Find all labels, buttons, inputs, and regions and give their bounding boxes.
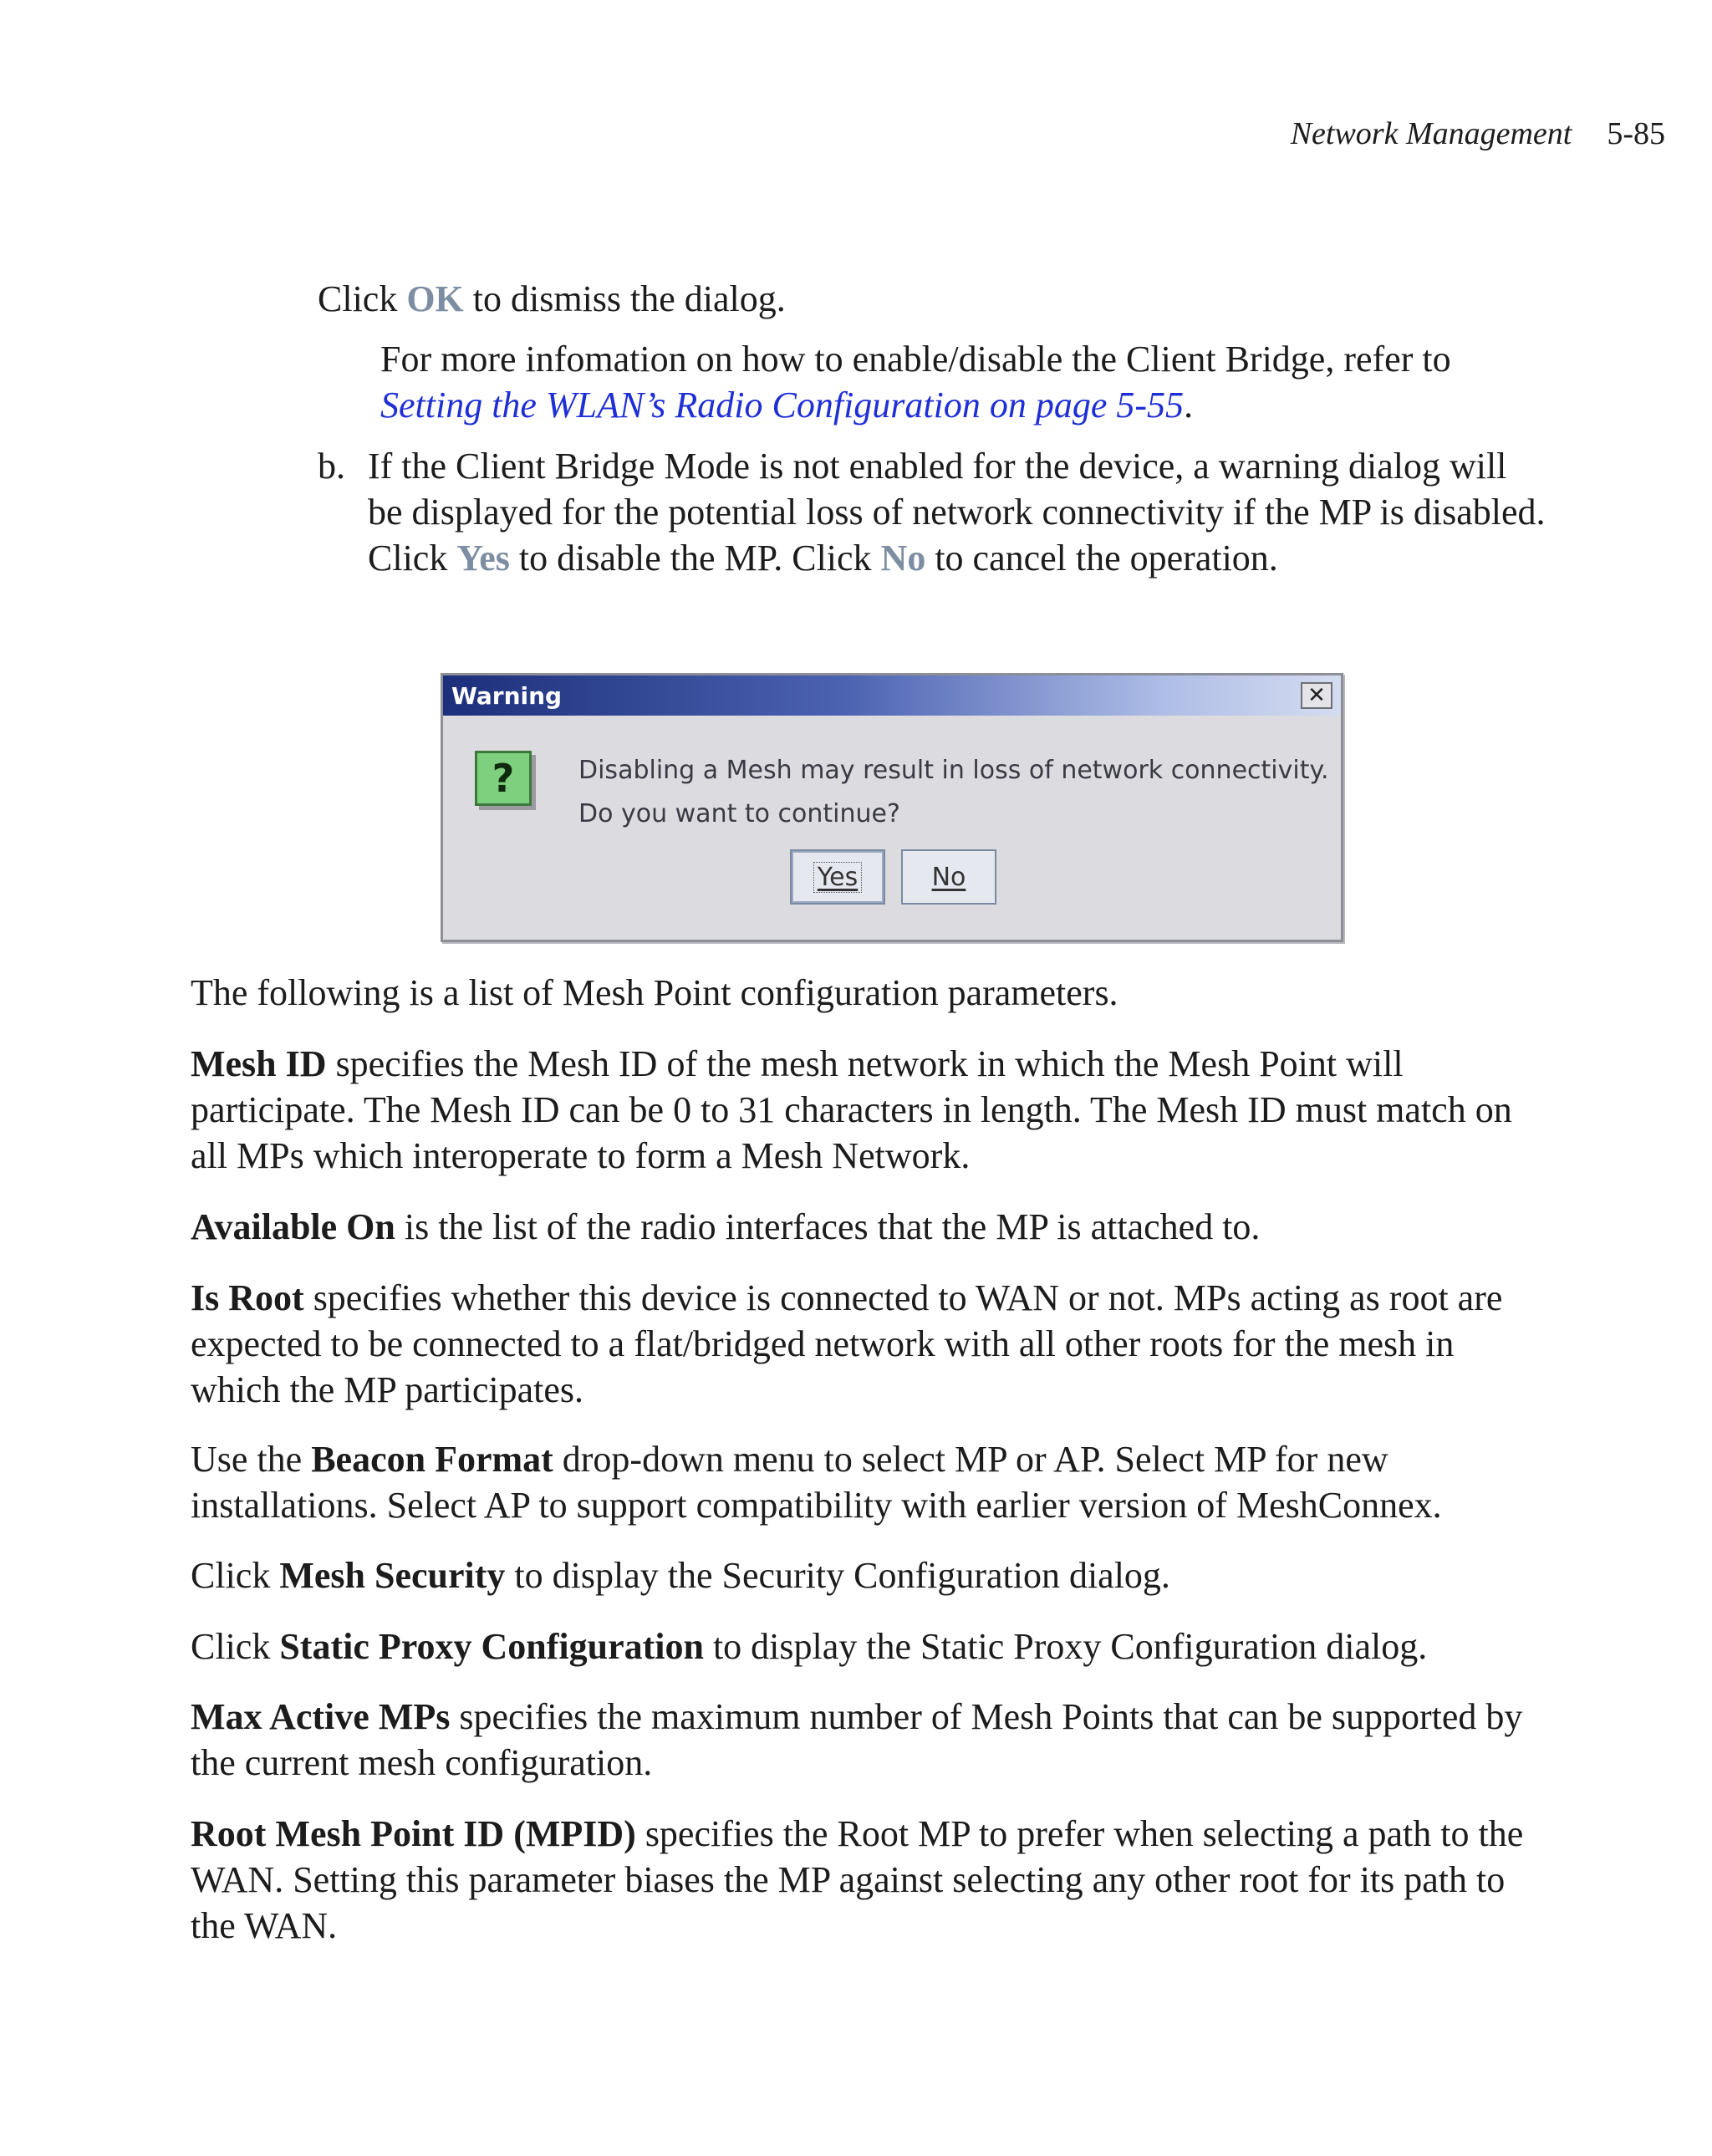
mesh-id-line-2: participate. The Mesh ID can be 0 to 31 characters in length. The Mesh ID must match on	[191, 1089, 1512, 1130]
dialog-title: Warning	[451, 682, 563, 710]
yes-button[interactable]	[790, 849, 885, 905]
question-icon	[475, 751, 532, 806]
radio-config-link[interactable]: Setting the WLAN’s Radio Configuration on page 5-55	[380, 385, 1185, 426]
param-is-root	[191, 1275, 1502, 1413]
available-on-line-1: is the list of the radio interfaces that the MP is attached to.	[404, 1206, 1261, 1247]
no-term: No	[880, 538, 926, 579]
param-available-on	[191, 1204, 1260, 1250]
beacon-format-line-1: drop-down menu to select MP or AP. Select MP for new	[562, 1439, 1388, 1480]
term-beacon-format: Beacon Format	[311, 1439, 553, 1480]
max-active-line-2: the current mesh configuration.	[191, 1742, 653, 1783]
page-header	[1291, 115, 1665, 152]
step-b-end: to cancel the operation.	[935, 538, 1278, 579]
mesh-security-line-1: to display the Security Configuration dialog.	[514, 1555, 1170, 1596]
yes-term: Yes	[456, 538, 510, 579]
step-b-mid: to disable the MP. Click	[518, 538, 872, 579]
yes-button-label: Yes	[814, 863, 861, 892]
term-mesh-id: Mesh ID	[191, 1043, 327, 1084]
dialog-message-line-1: Disabling a Mesh may result in loss of network connectivity.	[578, 756, 1329, 785]
step-a-rest: to dismiss the dialog.	[472, 278, 786, 319]
step-b-line-2: be displayed for the potential loss of network connectivity if the MP is disabled.	[368, 492, 1546, 533]
root-mpid-line-1: specifies the Root MP to prefer when selecting a path to the	[645, 1813, 1524, 1854]
mesh-security-pre: Click	[191, 1555, 271, 1596]
beacon-format-pre: Use the	[191, 1439, 303, 1480]
term-is-root: Is Root	[191, 1277, 304, 1318]
note-line-1: For more infomation on how to enable/disable the Client Bridge, refer to	[380, 339, 1451, 380]
dialog-message	[578, 749, 1328, 836]
dialog-message-line-2: Do you want to continue?	[578, 799, 900, 828]
term-available-on: Available On	[191, 1206, 395, 1247]
page-number: 5-85	[1607, 116, 1665, 151]
root-mpid-line-3: the WAN.	[191, 1905, 338, 1946]
step-a-click: Click	[318, 278, 398, 319]
term-static-proxy: Static Proxy Configuration	[279, 1626, 704, 1667]
warning-dialog	[441, 673, 1343, 942]
ok-term: OK	[406, 278, 464, 319]
term-root-mpid: Root Mesh Point ID (MPID)	[191, 1813, 636, 1854]
question-glyph: ?	[492, 756, 515, 801]
step-b-paragraph	[368, 443, 1546, 581]
is-root-line-1: specifies whether this device is connected to WAN or not. MPs acting as root are	[313, 1277, 1503, 1318]
is-root-line-3: which the MP participates.	[191, 1369, 584, 1410]
is-root-line-2: expected to be connected to a flat/bridged network with all other roots for the mesh in	[191, 1323, 1455, 1364]
param-root-mpid	[191, 1811, 1523, 1949]
step-a-paragraph	[318, 276, 786, 322]
param-mesh-id	[191, 1041, 1512, 1179]
param-mesh-security	[191, 1552, 1170, 1598]
step-b-line-1: If the Client Bridge Mode is not enabled for the device, a warning dialog will	[368, 446, 1507, 487]
step-b-click: Click	[368, 538, 448, 579]
section-title: Network Management	[1290, 116, 1572, 151]
no-button-label: No	[931, 862, 966, 892]
static-proxy-line-1: to display the Static Proxy Configuration dialog.	[712, 1626, 1428, 1667]
dialog-titlebar	[443, 675, 1341, 716]
close-glyph: ✕	[1307, 683, 1326, 708]
static-proxy-pre: Click	[191, 1626, 271, 1667]
step-b-marker: b.	[318, 446, 345, 487]
beacon-format-line-2: installations. Select AP to support compatibility with earlier version of MeshConnex.	[191, 1485, 1442, 1526]
mesh-id-line-3: all MPs which interoperate to form a Mesh Network.	[191, 1135, 971, 1176]
param-static-proxy	[191, 1623, 1427, 1669]
term-mesh-security: Mesh Security	[279, 1555, 506, 1596]
mesh-id-line-1: specifies the Mesh ID of the mesh network in which the Mesh Point will	[335, 1043, 1404, 1084]
root-mpid-line-2: WAN. Setting this parameter biases the MP against selecting any other root for its path to	[191, 1859, 1506, 1900]
max-active-line-1: specifies the maximum number of Mesh Points that can be supported by	[459, 1696, 1523, 1737]
note-period: .	[1184, 385, 1194, 426]
params-intro: The following is a list of Mesh Point configuration parameters.	[191, 972, 1118, 1013]
client-bridge-note	[380, 336, 1451, 428]
param-beacon-format	[191, 1436, 1442, 1528]
param-max-active	[191, 1694, 1522, 1786]
no-button[interactable]	[901, 849, 996, 905]
close-icon[interactable]	[1301, 682, 1332, 709]
term-max-active: Max Active MPs	[191, 1696, 451, 1737]
